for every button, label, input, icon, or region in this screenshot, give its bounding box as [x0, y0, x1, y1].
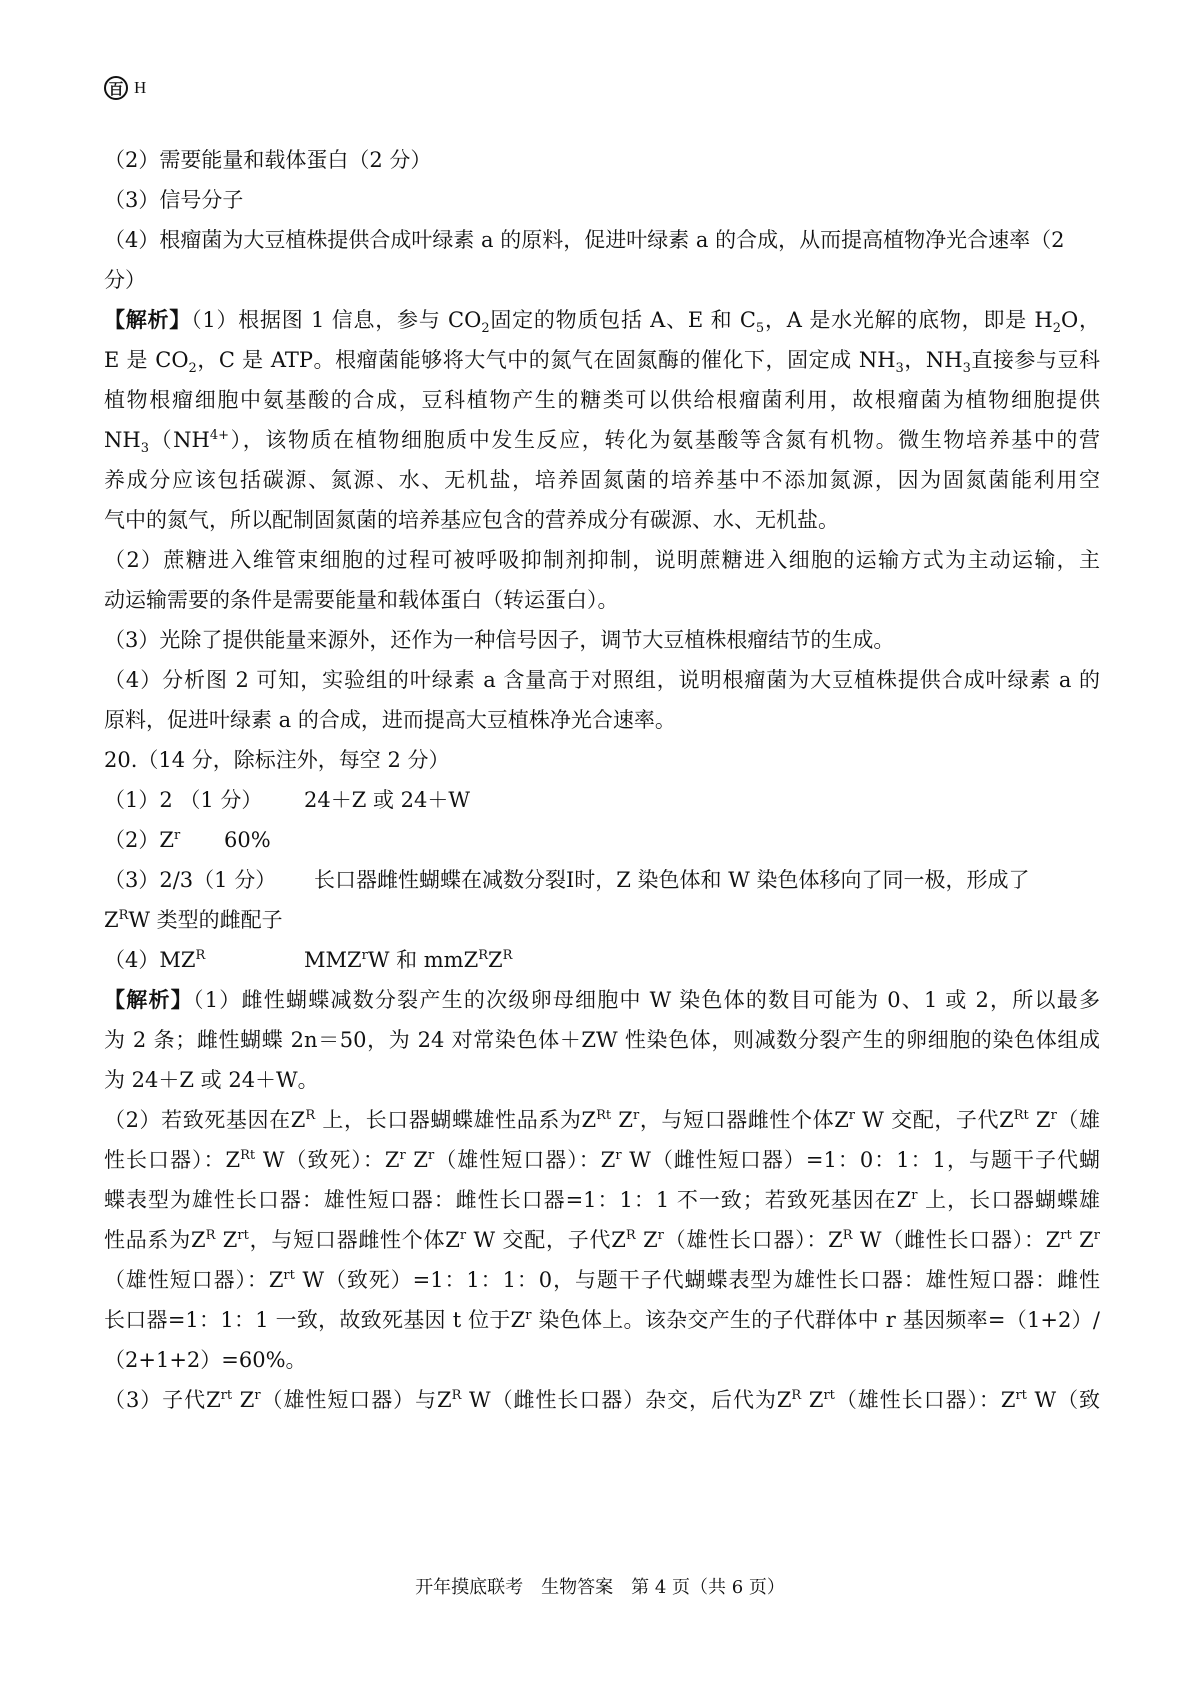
- text-run: 固定的物质包括 A、E 和 C: [489, 308, 756, 332]
- analysis-20-p2-line6: [104, 1300, 1100, 1340]
- answer-20-4: [104, 940, 1100, 980]
- text-run: 染色体上。该杂交产生的子代群体中 r 基因频率=（1+2）/: [531, 1308, 1100, 1332]
- answer-right: 60%: [224, 828, 271, 852]
- text-run: 上，长口器蝴蝶雄: [917, 1188, 1100, 1212]
- superscript: rt: [220, 1388, 233, 1403]
- superscript: r: [848, 1108, 855, 1123]
- superscript: R: [118, 908, 129, 923]
- superscript: R: [842, 1228, 853, 1243]
- text-run: 长口器=1：1：1 一致，故致死基因 t 位于Z: [104, 1308, 526, 1332]
- superscript: r: [911, 1188, 918, 1203]
- answer-left: （1）2 （1 分）: [104, 788, 263, 812]
- subscript: 5: [755, 321, 765, 337]
- text-run: ，A 是水光解的底物，即是 H: [764, 308, 1053, 332]
- superscript: r: [428, 1148, 435, 1163]
- analysis-20-p2-line1: [104, 1100, 1100, 1140]
- analysis-20-p1-line3: 为 24＋Z 或 24＋W。: [104, 1068, 319, 1092]
- text-run: Z: [215, 1228, 238, 1252]
- answer-right: 24＋Z 或 24＋W: [304, 788, 470, 812]
- page-footer: 开年摸底联考 生物答案 第 4 页（共 6 页）: [415, 1577, 785, 1598]
- superscript: r: [633, 1108, 640, 1123]
- superscript: r: [254, 1388, 261, 1403]
- analysis-20-p2-line4: [104, 1220, 1100, 1260]
- superscript: R: [791, 1388, 802, 1403]
- analysis-19-p2-line2: 动运输需要的条件是需要能量和载体蛋白（转运蛋白）。: [104, 588, 619, 612]
- superscript: R: [195, 948, 206, 963]
- analysis-20-p3-line1: [104, 1380, 1100, 1420]
- text-run: （雄性短口器）：Z: [434, 1148, 616, 1172]
- analysis-19-p1-line3: 植物根瘤细胞中氨基酸的合成，豆科植物产生的糖类可以供给根瘤菌利用，故根瘤菌为植物细胞提供: [104, 388, 1100, 412]
- text-run: E 是 CO: [104, 348, 189, 372]
- answer-left: （2）Z: [104, 828, 174, 852]
- answer-right: 长口器雌性蝴蝶在减数分裂Ⅰ时，Z 染色体和 W 染色体移向了同一极，形成了: [314, 868, 1030, 892]
- text-run: Z: [1028, 1108, 1051, 1132]
- superscript: rt: [823, 1388, 835, 1403]
- analysis-20-p2-line2: [104, 1140, 1100, 1180]
- analysis-20-p2-line5: [104, 1260, 1100, 1300]
- text-run: W（致死）=1：1：1：0，与题干子代蝴蝶表型为雄性长口器：雄性短口器：雌性: [294, 1268, 1101, 1292]
- analysis-19-p1-line2: [104, 340, 1100, 380]
- text-run: （3）子代Z: [104, 1388, 221, 1412]
- superscript: rt: [237, 1228, 249, 1243]
- text-run: NH: [104, 428, 141, 452]
- superscript: r: [361, 948, 368, 963]
- text-run: （NH: [148, 428, 210, 452]
- text-run: W（致: [1026, 1388, 1101, 1412]
- superscript: rt: [283, 1268, 295, 1283]
- analysis-19-p4-line2: 原料，促进叶绿素 a 的合成，进而提高大豆植株净光合速率。: [104, 708, 676, 732]
- text-run: ，NH: [903, 348, 963, 372]
- superscript: r: [399, 1148, 406, 1163]
- superscript: R: [478, 948, 488, 963]
- text-run: Z: [611, 1108, 634, 1132]
- analysis-label: 【解析】: [104, 987, 193, 1012]
- subscript: 3: [895, 361, 904, 377]
- answer-left: （3）2/3（1 分）: [104, 868, 277, 892]
- subscript: 2: [1052, 321, 1062, 337]
- answer-19-4-line2: 分）: [104, 268, 146, 292]
- superscript: rt: [1015, 1388, 1027, 1403]
- text-run: （1）雌性蝴蝶减数分裂产生的次级卵母细胞中 W 染色体的数目可能为 0、1 或 2，所以最多: [192, 988, 1101, 1012]
- answer-19-3: （3）信号分子: [104, 188, 244, 212]
- text-run: ），该物质在植物细胞质中发生反应，转化为氨基酸等含氮有机物。微生物培养基中的营: [229, 428, 1100, 452]
- analysis-19-p2-line1: （2）蔗糖进入维管束细胞的过程可被呼吸抑制剂抑制，说明蔗糖进入细胞的运输方式为主动运输，主: [104, 548, 1100, 572]
- text-run: W 和 mmZ: [367, 948, 479, 972]
- publisher-logo: [104, 76, 146, 100]
- text-run: MMZ: [304, 948, 362, 972]
- text-run: W（雌性短口器）=1：0：1：1，与题干子代蝴: [621, 1148, 1100, 1172]
- superscript: r: [1050, 1108, 1057, 1123]
- text-run: Z: [801, 1388, 824, 1412]
- logo-letter: H: [134, 78, 147, 97]
- text-run: ，与短口器雌性个体Z: [639, 1108, 849, 1132]
- analysis-20-p2-line3: [104, 1180, 1100, 1220]
- text-run: W（雌性长口器）杂交，后代为Z: [461, 1388, 792, 1412]
- text-run: （雄性长口器）：Z: [834, 1388, 1016, 1412]
- superscript: R: [305, 1108, 316, 1123]
- analysis-19-p1-line1: [104, 300, 1100, 340]
- superscript: r: [657, 1228, 664, 1243]
- question-20-heading: 20.（14 分，除标注外，每空 2 分）: [104, 748, 450, 772]
- text-run: 蝶表型为雄性长口器：雄性短口器：雌性长口器=1：1：1 不一致；若致死基因在Z: [104, 1188, 912, 1212]
- superscript: r: [459, 1228, 467, 1243]
- answer-20-1: [104, 780, 1100, 820]
- subscript: 2: [188, 361, 197, 377]
- text-run: ，C 是 ATP。根瘤菌能够将大气中的氮气在固氮酶的催化下，固定成 NH: [196, 348, 896, 372]
- superscript: Rt: [596, 1108, 612, 1123]
- text-run: W 交配，子代Z: [466, 1228, 626, 1252]
- superscript: R: [625, 1228, 636, 1243]
- text-run: W 交配，子代Z: [855, 1108, 1014, 1132]
- answer-19-2: （2）需要能量和载体蛋白（2 分）: [104, 148, 432, 172]
- subscript: 3: [962, 361, 971, 377]
- analysis-19-p3: （3）光除了提供能量来源外，还作为一种信号因子，调节大豆植株根瘤结节的生成。: [104, 628, 895, 652]
- text-run: O，: [1061, 308, 1100, 332]
- text-run: W 类型的雌配子: [128, 908, 283, 932]
- superscript: r: [525, 1308, 532, 1323]
- superscript: r: [173, 828, 181, 843]
- text-run: Z: [232, 1388, 255, 1412]
- text-run: （2）若致死基因在Z: [104, 1108, 306, 1132]
- analysis-label: 【解析】: [104, 307, 192, 332]
- text-run: 性品系为Z: [104, 1228, 206, 1252]
- logo-circle-icon: 百: [104, 76, 128, 100]
- text-run: Z: [635, 1228, 658, 1252]
- text-run: （2+1+2）=60%。: [104, 1348, 307, 1372]
- text-run: （雄性短口器）与Z: [260, 1388, 452, 1412]
- analysis-20-p1-line2: 为 2 条；雌性蝴蝶 2n＝50，为 24 对常染色体＋ZW 性染色体，则减数分裂产生的卵细胞的染色体组成: [104, 1028, 1100, 1052]
- text-run: Z: [405, 1148, 429, 1172]
- text-run: W（雌性长口器）：Z: [852, 1228, 1061, 1252]
- text-run: （雄: [1056, 1108, 1101, 1132]
- superscript: R: [502, 948, 513, 963]
- subscript: 3: [140, 441, 149, 457]
- answer-20-2: [104, 820, 1100, 860]
- answer-content: [104, 140, 1100, 1420]
- superscript: r: [615, 1148, 622, 1163]
- analysis-20-p1-line1: [104, 980, 1100, 1020]
- text-run: ，与短口器雌性个体Z: [248, 1228, 460, 1252]
- text-run: Z: [104, 908, 119, 932]
- text-run: （1）根据图 1 信息，参与 CO: [191, 308, 482, 332]
- text-run: W（致死）：Z: [255, 1148, 400, 1172]
- subscript: 2: [481, 321, 490, 337]
- superscript: r: [1093, 1228, 1100, 1243]
- superscript: R: [451, 1388, 462, 1403]
- text-run: Z: [487, 948, 503, 972]
- answer-left: （4）MZ: [104, 948, 196, 972]
- text-run: 性长口器）：Z: [104, 1148, 241, 1172]
- text-run: 上，长口器蝴蝶雄性品系为Z: [315, 1108, 597, 1132]
- superscript: R: [205, 1228, 216, 1243]
- text-run: Z: [1071, 1228, 1094, 1252]
- answer-20-3-line1: [104, 860, 1100, 900]
- text-run: 直接参与豆科: [970, 348, 1101, 372]
- analysis-19-p1-line4: [104, 420, 1100, 460]
- text-run: （雄性长口器）：Z: [663, 1228, 843, 1252]
- superscript: Rt: [1013, 1108, 1029, 1123]
- analysis-20-p2-line7: [104, 1340, 1100, 1380]
- superscript: Rt: [240, 1148, 256, 1163]
- text-run: （雄性短口器）：Z: [104, 1268, 284, 1292]
- superscript: rt: [1060, 1228, 1072, 1243]
- answer-19-4-line1: （4）根瘤菌为大豆植株提供合成叶绿素 a 的原料，促进叶绿素 a 的合成，从而提高植物净光合速率（2: [104, 228, 1065, 252]
- analysis-19-p1-line5: 养成分应该包括碳源、氮源、水、无机盐，培养固氮菌的培养基中不添加氮源，因为固氮菌能利用空: [104, 468, 1100, 492]
- superscript: 4+: [209, 428, 230, 443]
- answer-20-3-line2: [104, 900, 1100, 940]
- analysis-19-p4-line1: （4）分析图 2 可知，实验组的叶绿素 a 含量高于对照组，说明根瘤菌为大豆植株提供合成叶绿素 a 的: [104, 668, 1100, 692]
- analysis-19-p1-line6: 气中的氮气，所以配制固氮菌的培养基应包含的营养成分有碳源、水、无机盐。: [104, 508, 839, 532]
